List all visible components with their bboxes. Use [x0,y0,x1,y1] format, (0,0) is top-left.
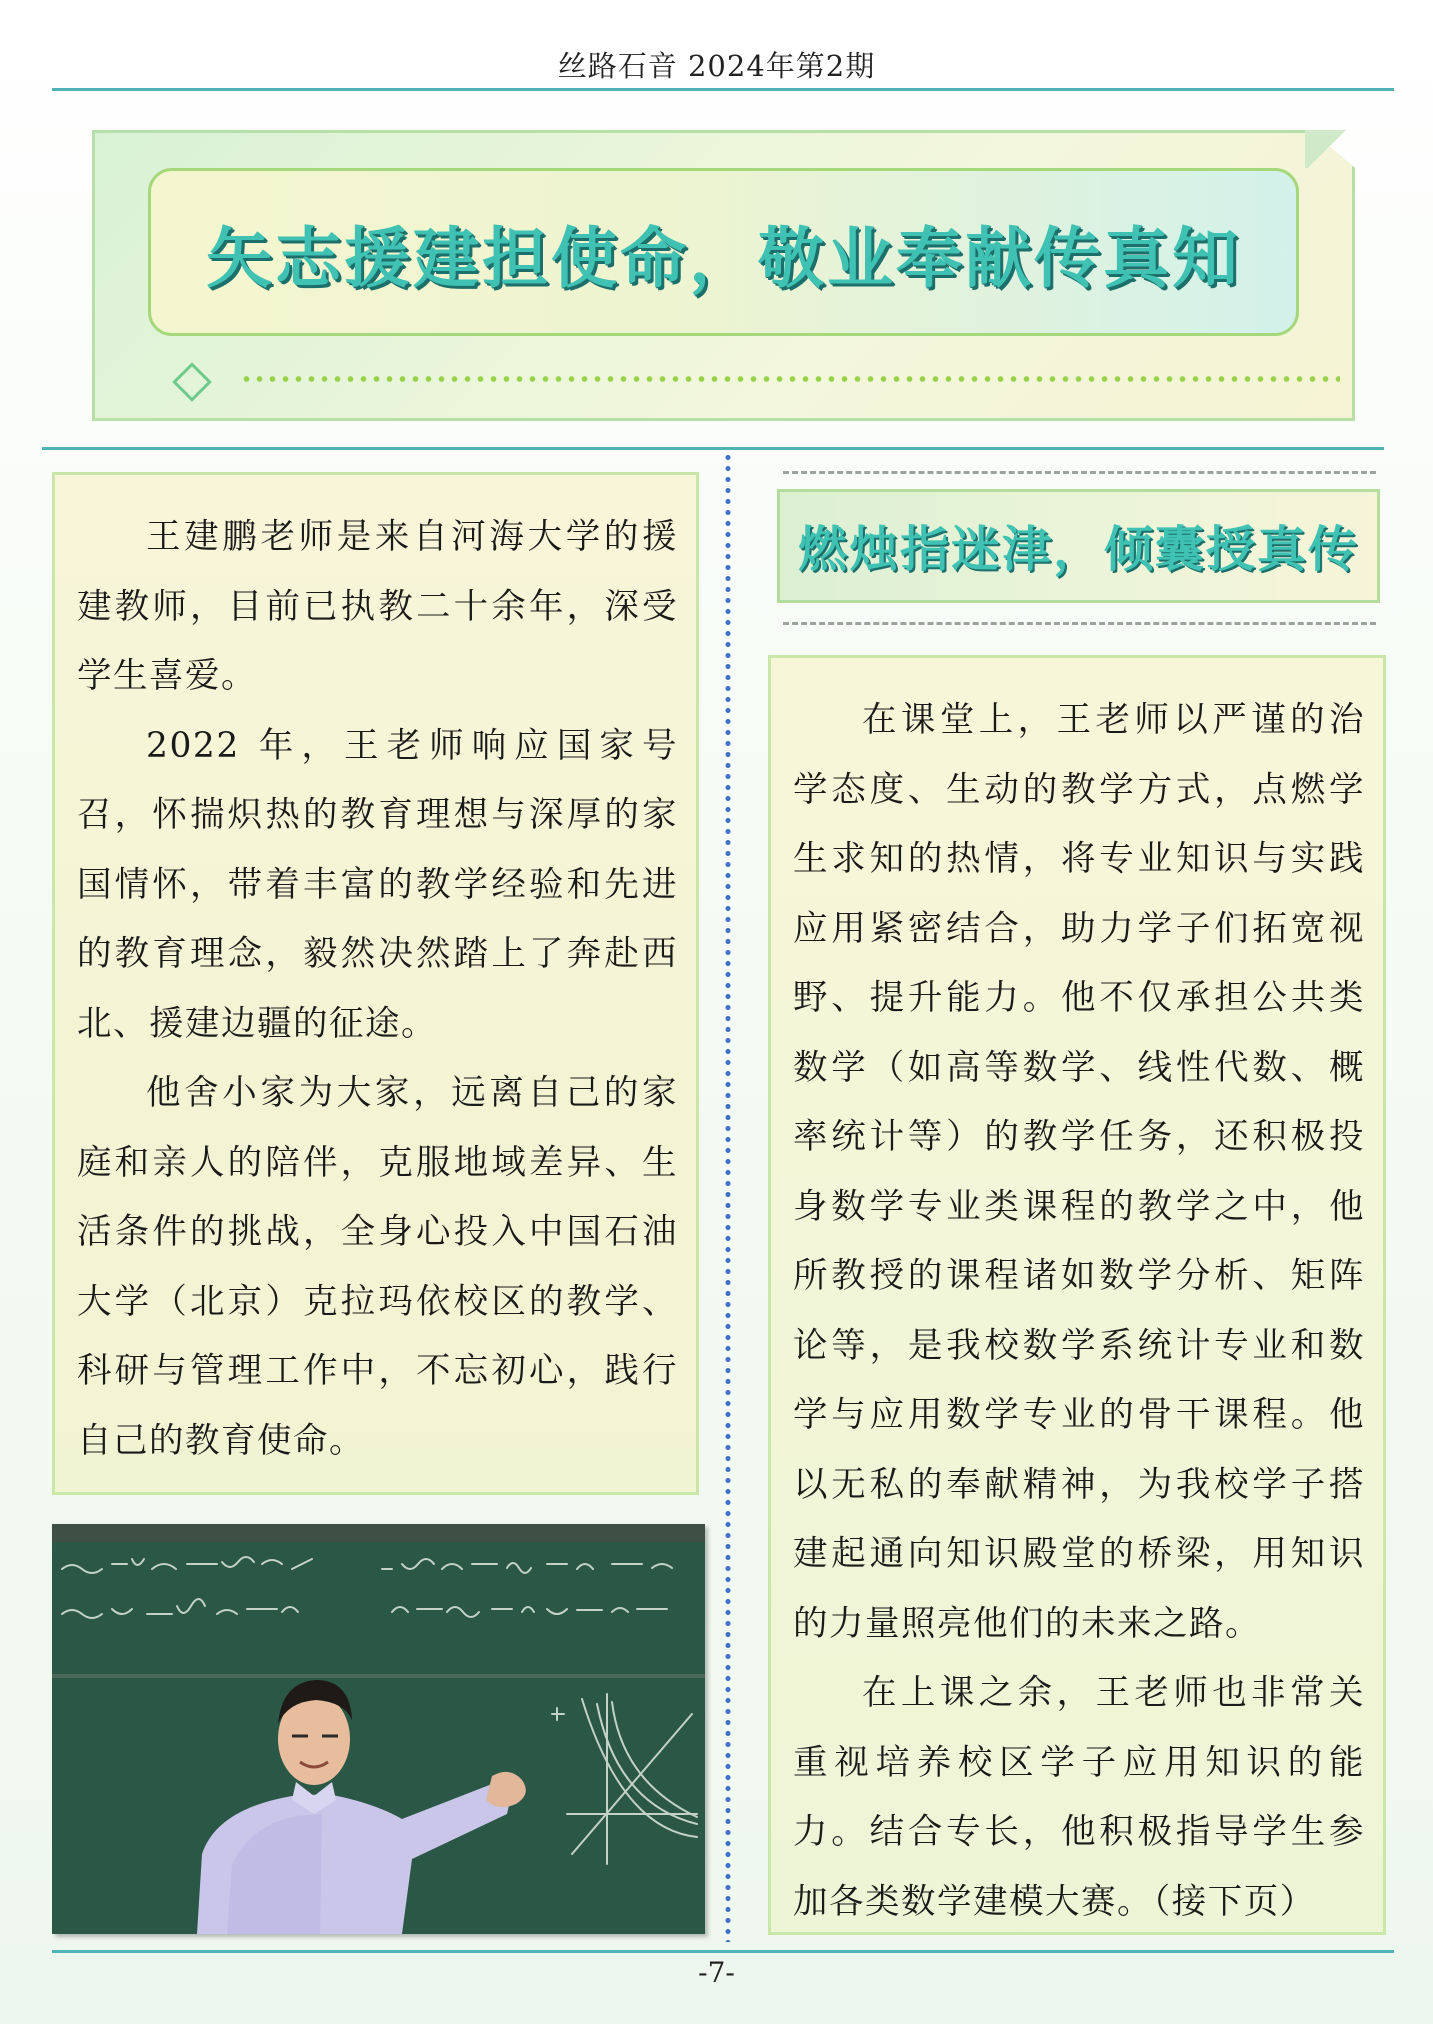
page-number: -7- [698,1956,735,1989]
left-text-panel [52,472,699,1495]
left-paragraph-2: 2022 年，王老师响应国家号召，怀揣炽热的教育理想与深厚的家国情怀，带着丰富的教学经验和先进的教育理念，毅然决然踏上了奔赴西北、援建边疆的征途。 [77,725,678,1044]
banner-corner-fold [1305,130,1349,168]
teacher-at-blackboard-photo [52,1524,705,1934]
subheading-box [777,489,1380,603]
subheading-dash-top [783,471,1376,474]
column-dotted-divider [725,452,731,1942]
footer-divider [52,1950,1394,1953]
blackboard-scene [52,1524,705,1934]
right-paragraph-1: 在课堂上，王老师以严谨的治学态度、生动的教学方式，点燃学生求知的热情，将专业知识与实践应用紧密结合，助力学子们拓宽视野、提升能力。他不仅承担公共类数学（如高等数学、线性代数、概率统计等）的教学任务，还积极投身数学专业类课程的教学之中，他所教授的课程诸如数学分析、矩阵论等，是我校数学系统计专业和数学与应用数学专业的骨干课程。他以无私的奉献精神，为我校学子搭建起通向知识殿堂的桥梁，用知识的力量照亮他们的未来之路。 [793,700,1365,1644]
right-text-panel [768,655,1386,1935]
header-divider [52,88,1394,91]
title-box [148,168,1299,336]
article-title: 矢志援建担使命，敬业奉献传真知 [206,218,1241,297]
section-subheading: 燃烛指迷津，倾囊授真传 [797,520,1359,578]
journal-header: 丝路石音 2024年第2期 [557,49,876,83]
dotted-divider [240,375,1340,383]
left-paragraph-3: 他舍小家为大家，远离自己的家庭和亲人的陪伴，克服地域差异、生活条件的挑战，全身心投入中国石油大学（北京）克拉玛依校区的教学、科研与管理工作中，不忘初心，践行自己的教育使命。 [77,1073,678,1461]
section-divider [42,447,1384,450]
left-paragraph-1: 王建鹏老师是来自河海大学的援建教师，目前已执教二十余年，深受学生喜爱。 [77,517,678,696]
subheading-dash-bottom [783,622,1376,625]
right-paragraph-2: 在上课之余，王老师也非常关重视培养校区学子应用知识的能力。结合专长，他积极指导学生参加各类数学建模大赛。（接下页） [793,1673,1365,1922]
